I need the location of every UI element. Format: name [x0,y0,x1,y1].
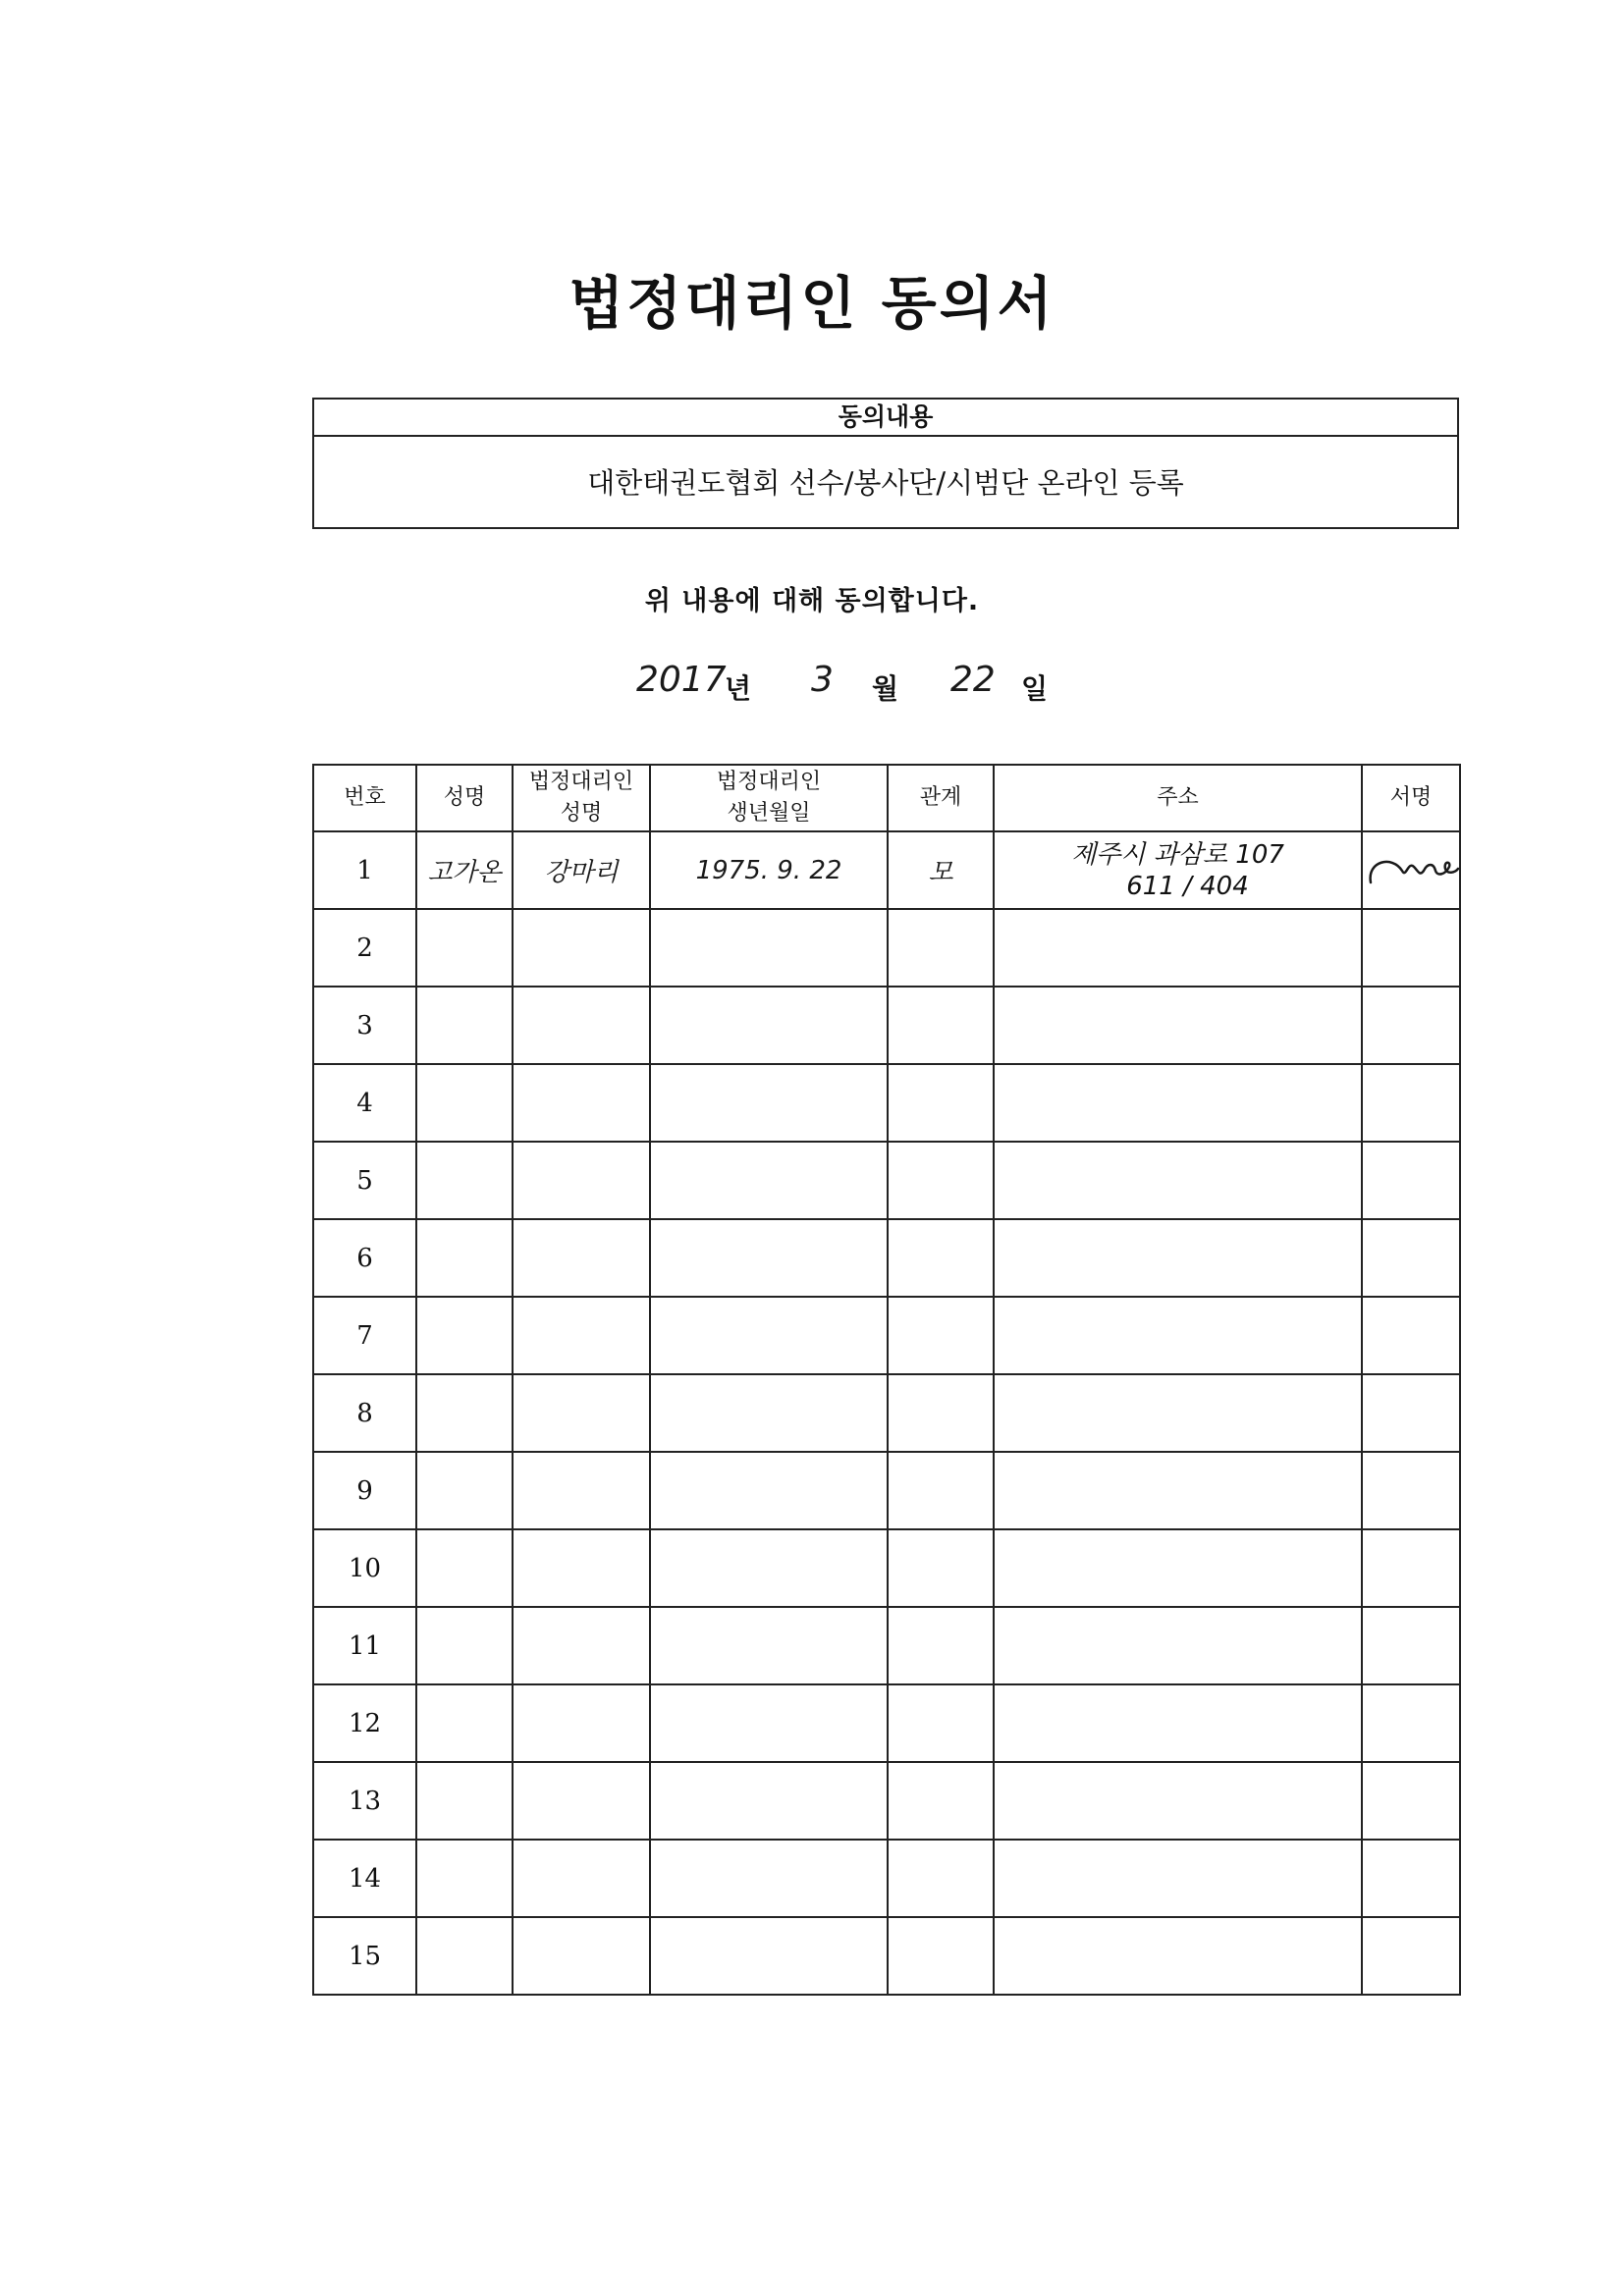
consent-header: 동의내용 [314,400,1457,437]
date-year-unit: 년 [725,672,752,705]
date-day-unit: 일 [1021,672,1049,705]
header-guardian-name-line1: 법정대리인 [528,770,634,794]
table-row [313,1452,1460,1529]
row-no: 10 [313,1529,416,1607]
table-row [313,1219,1460,1297]
header-guardian-birth-line2: 생년월일 [727,801,811,826]
date-year: 2017 [636,660,727,700]
date-month: 3 [811,660,834,700]
row-no: 4 [313,1064,416,1142]
consent-box [312,398,1459,529]
guardian-table [312,764,1461,1996]
header-guardian-name [513,765,650,831]
table-row [313,1762,1460,1840]
row-no: 9 [313,1452,416,1529]
table-row [313,1840,1460,1917]
header-no: 번호 [313,765,416,831]
row-no: 7 [313,1297,416,1374]
agree-statement: 위 내용에 대해 동의합니다. [644,586,980,616]
signature-scribble [1363,841,1459,900]
row-no: 12 [313,1684,416,1762]
table-row [313,1607,1460,1684]
table-row [313,987,1460,1064]
table-header-row [313,765,1460,831]
table-row [313,1142,1460,1219]
table-row [313,831,1460,909]
row-guardian-name: 강마리 [513,831,650,909]
row-no: 3 [313,987,416,1064]
row-address [994,831,1362,909]
row-address-line2: 611 / 404 [1126,871,1249,901]
row-no: 5 [313,1142,416,1219]
header-guardian-name-line2: 성명 [560,801,603,826]
header-guardian-birth [650,765,888,831]
row-guardian-birth: 1975. 9. 22 [650,831,888,909]
row-no: 6 [313,1219,416,1297]
row-no: 13 [313,1762,416,1840]
header-signature: 서명 [1362,765,1460,831]
table-row [313,1684,1460,1762]
table-row [313,1297,1460,1374]
table-row [313,909,1460,987]
table-row [313,1374,1460,1452]
table-row [313,1529,1460,1607]
row-name: 고가온 [416,831,513,909]
row-no: 8 [313,1374,416,1452]
document-title: 법정대리인 동의서 [568,270,1056,337]
header-guardian-birth-line1: 법정대리인 [716,770,822,794]
row-address-line1: 제주시 과삼로 107 [1071,839,1284,870]
header-address: 주소 [994,765,1362,831]
date-month-unit: 월 [872,672,899,705]
header-name: 성명 [416,765,513,831]
row-no: 1 [313,831,416,909]
row-no: 14 [313,1840,416,1917]
table-row [313,1917,1460,1995]
row-relation: 모 [888,831,994,909]
row-no: 11 [313,1607,416,1684]
row-signature [1362,831,1460,909]
table-row [313,1064,1460,1142]
row-no: 2 [313,909,416,987]
row-no: 15 [313,1917,416,1995]
header-relation: 관계 [888,765,994,831]
consent-content: 대한태권도협회 선수/봉사단/시범단 온라인 등록 [587,466,1184,500]
date-line [0,660,1624,709]
date-day: 22 [950,660,996,700]
